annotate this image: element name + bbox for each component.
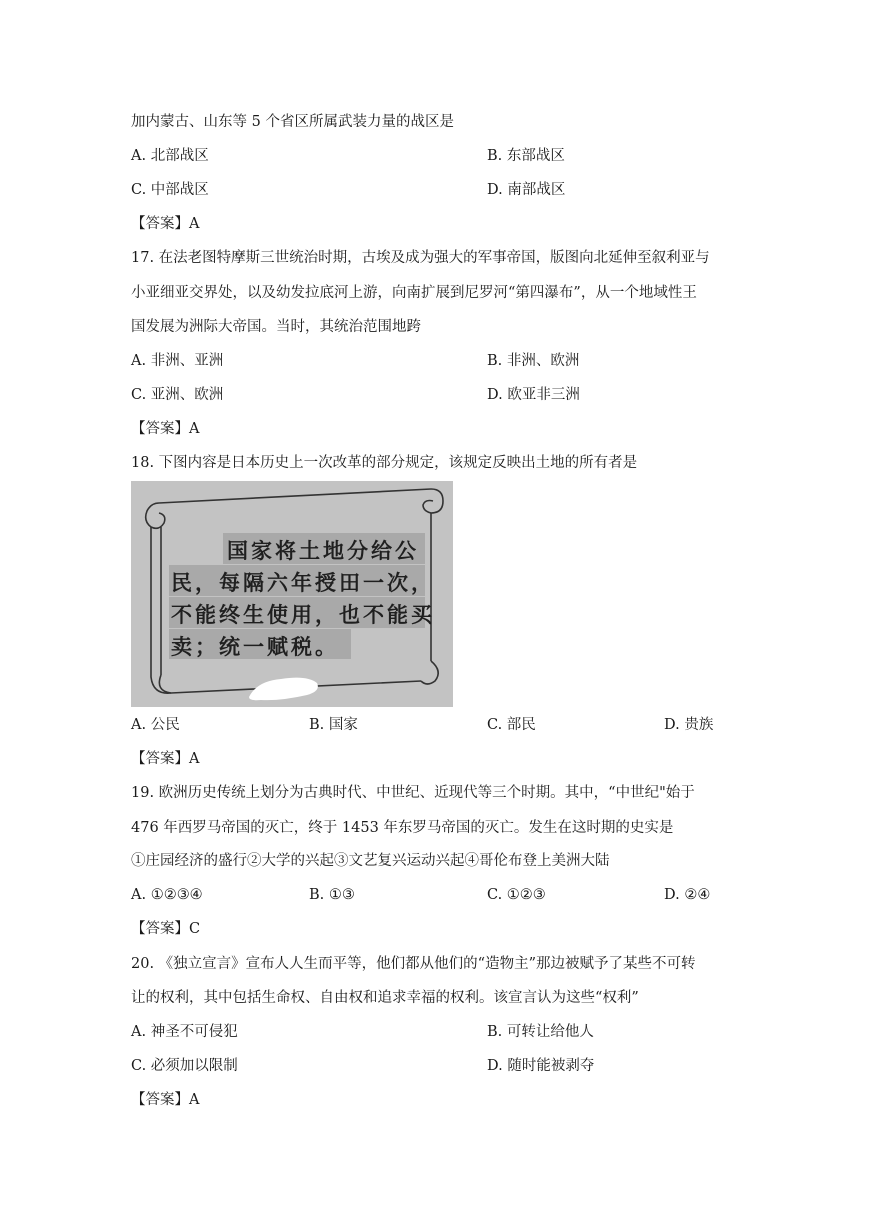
q16-answer: 【答案】A (131, 216, 200, 232)
scroll-text-line-1: 国家将土地分给公 (227, 539, 419, 563)
q17-stem-line-2: 小亚细亚交界处，以及幼发拉底河上游，向南扩展到尼罗河“第四瀑布”，从一个地域性王 (131, 285, 697, 301)
scroll-text-line-3: 不能终生使用，也不能买 (171, 603, 435, 627)
q16-option-d: D. 南部战区 (487, 182, 566, 198)
q17-option-d: D. 欧亚非三洲 (487, 387, 580, 403)
q18-option-d: D. 贵族 (664, 717, 714, 733)
q16-option-a: A. 北部战区 (131, 148, 209, 164)
q17-answer: 【答案】A (131, 421, 200, 437)
q17-stem-line-3: 国发展为洲际大帝国。当时，其统治范围地跨 (131, 319, 421, 335)
scroll-figure (131, 481, 453, 707)
q19-stem-line-1: 19. 欧洲历史传统上划分为古典时代、中世纪、近现代等三个时期。其中，“中世纪"始于 (131, 785, 695, 801)
q20-answer: 【答案】A (131, 1092, 200, 1108)
q18-option-b: B. 国家 (309, 717, 358, 733)
q17-option-a: A. 非洲、亚洲 (131, 353, 224, 369)
q19-option-b: B. ①③ (309, 887, 355, 903)
q16-option-c: C. 中部战区 (131, 182, 209, 198)
q20-option-d: D. 随时能被剥夺 (487, 1058, 595, 1074)
q20-stem-line-2: 让的权利，其中包括生命权、自由权和追求幸福的权利。该宣言认为这些“权利” (131, 990, 639, 1006)
q16-option-b: B. 东部战区 (487, 148, 565, 164)
q19-stem-line-3: ①庄园经济的盛行②大学的兴起③文艺复兴运动兴起④哥伦布登上美洲大陆 (131, 853, 610, 869)
q17-option-c: C. 亚洲、欧洲 (131, 387, 224, 403)
q20-option-c: C. 必须加以限制 (131, 1058, 238, 1074)
q20-option-a: A. 神圣不可侵犯 (131, 1024, 238, 1040)
q19-option-a: A. ①②③④ (131, 887, 203, 903)
q20-stem-line-1: 20. 《独立宣言》宣布人人生而平等，他们都从他们的“造物主”那边被赋予了某些不可转 (131, 956, 696, 972)
q19-answer: 【答案】C (131, 921, 201, 937)
scroll-text-line-2: 民，每隔六年授田一次， (171, 571, 435, 595)
q18-stem: 18. 下图内容是日本历史上一次改革的部分规定，该规定反映出土地的所有者是 (131, 455, 638, 471)
scroll-text-line-4: 卖；统一赋税。 (171, 635, 339, 659)
q18-option-c: C. 部民 (487, 717, 536, 733)
q18-option-a: A. 公民 (131, 717, 180, 733)
q19-option-d: D. ②④ (664, 887, 711, 903)
q19-stem-line-2: 476 年西罗马帝国的灭亡，终于 1453 年东罗马帝国的灭亡。发生在这时期的史实是 (131, 820, 674, 836)
q18-answer: 【答案】A (131, 751, 200, 767)
q17-stem-line-1: 17. 在法老图特摩斯三世统治时期，古埃及成为强大的军事帝国，版图向北延伸至叙利亚与 (131, 250, 710, 266)
q20-option-b: B. 可转让给他人 (487, 1024, 594, 1040)
q17-option-b: B. 非洲、欧洲 (487, 353, 580, 369)
q19-option-c: C. ①②③ (487, 887, 546, 903)
q16-stem: 加内蒙古、山东等 5 个省区所属武装力量的战区是 (131, 114, 454, 130)
redaction-blob (131, 481, 453, 707)
